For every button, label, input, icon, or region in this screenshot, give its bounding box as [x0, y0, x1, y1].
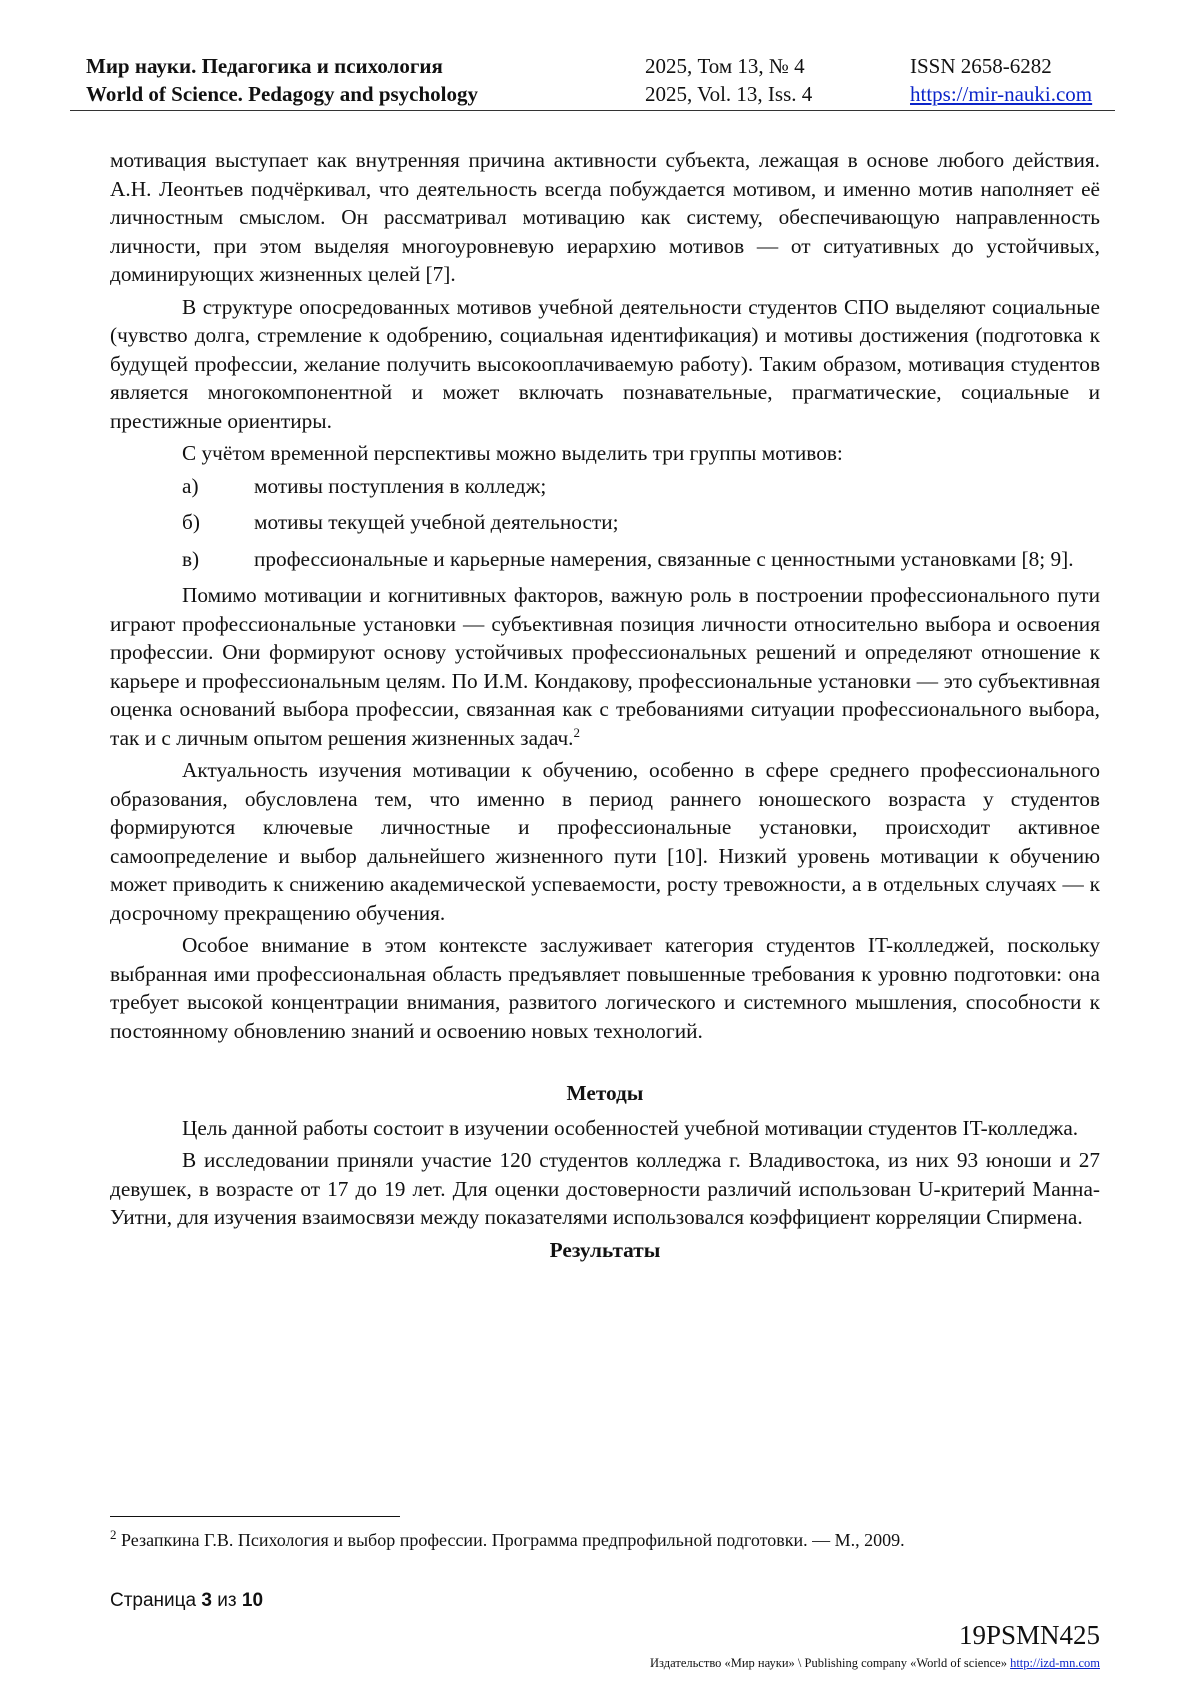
paragraph-3: С учётом временной перспективы можно выделить три группы мотивов:	[182, 441, 843, 465]
list-marker: в)	[182, 546, 200, 571]
paragraph-8: В исследовании приняли участие 120 студентов колледжа г. Владивостока, из них 93 юноши и 27 девушек, в возрасте от 17 до 19 лет. Для оценки достоверности различий использован U-критерий Манна-Уитни, для изучения взаимосвязи между показателями использовался коэффициент корреляции Спирмена.	[110, 1148, 1100, 1229]
publisher-link[interactable]: http://izd-mn.com	[1010, 1656, 1100, 1670]
list-item-text: мотивы текущей учебной деятельности;	[254, 510, 619, 534]
page-total: 10	[241, 1590, 264, 1611]
journal-title	[86, 52, 478, 108]
volume-info	[645, 52, 812, 108]
article-body	[110, 146, 1100, 1270]
paragraph-5: Актуальность изучения мотивации к обучению, особенно в сфере среднего профессионального образования, обусловлена тем, что именно в период раннего юношеского возраста у студентов формируются ключевые личностные и профессиональные установки, происходит активное самоопределение и выбор дальнейшего жизненного пути [10]. Низкий уровень мотивации к обучению может приводить к снижению академической успеваемости, росту тревожности, а в отдельных случаях — к досрочному прекращению обучения.	[110, 758, 1100, 925]
article-code: 19PSMN425	[958, 1620, 1100, 1650]
page-counter	[110, 1590, 263, 1612]
volume-en: 2025, Vol. 13, Iss. 4	[645, 82, 813, 106]
footnote	[110, 1528, 1100, 1552]
issn: ISSN 2658-6282	[910, 54, 1052, 78]
list-marker: б)	[182, 510, 200, 534]
footnote-ref[interactable]: 2	[573, 724, 581, 740]
list-item-text: профессиональные и карьерные намерения, связанные с ценностными установками [8; 9].	[254, 546, 1074, 571]
paragraph-1: мотивация выступает как внутренняя причина активности субъекта, лежащая в основе любого действия. А.Н. Леонтьев подчёркивал, что деятельность всегда побуждается мотивом, и именно мотив наполняет её личностным смыслом. Он рассматривал мотивацию как систему, обеспечивающую направленность личности, при этом выделяя многоуровневую иерархию мотивов — от ситуативных до устойчивых, доминирующих жизненных целей [7].	[110, 148, 1100, 286]
list-item	[110, 508, 1100, 537]
paragraph-2: В структуре опосредованных мотивов учебной деятельности студентов СПО выделяют социальные (чувство долга, стремление к одобрению, социальная идентификация) и мотивы достижения (подготовка к будущей профессии, желание получить высокооплачиваемую работу). Таким образом, мотивация студентов является многокомпонентной и может включать познавательные, прагматические, социальные и престижные ориентиры.	[110, 294, 1100, 433]
paragraph-4	[110, 581, 1100, 752]
journal-url-link[interactable]: https://mir-nauki.com	[910, 82, 1093, 106]
page-word: Страница	[110, 1590, 197, 1611]
footnote-divider	[110, 1516, 400, 1517]
paragraph-4-text: Помимо мотивации и когнитивных факторов, важную роль в построении профессионального пути играют профессиональные установки — субъективная позиция личности относительно выбора и освоения профессии. Они формируют основу устойчивых профессиональных решений и определяют отношение к карьере и профессиональным целям. По И.М. Кондакову, профессиональные установки — это субъективная оценка оснований выбора профессии, связанная как с требованиями ситуации профессионального выбора, так и с личным опытом решения жизненных задач.	[110, 583, 1100, 750]
paragraph-6: Особое внимание в этом контексте заслуживает категория студентов IT-колледжей, поскольку выбранная ими профессиональная область предъявляет повышенные требования к уровню подготовки: она требует высокой концентрации внимания, развитого логического и системного мышления, способности к постоянному обновлению знаний и освоению новых технологий.	[110, 933, 1100, 1043]
publisher-line	[650, 1656, 1100, 1671]
section-gap	[110, 1049, 1100, 1079]
list-item	[110, 472, 1100, 501]
list-item	[110, 545, 1100, 574]
heading-methods: Методы	[566, 1081, 644, 1105]
list-item-text: мотивы поступления в колледж;	[254, 473, 547, 498]
header-divider	[70, 110, 1115, 111]
volume-ru: 2025, Том 13, № 4	[645, 54, 805, 78]
of-word: из	[217, 1590, 237, 1611]
heading-results: Результаты	[549, 1237, 661, 1262]
publisher-name: Издательство «Мир науки» \ Publishing company «World of science»	[650, 1656, 1007, 1670]
paragraph-7: Цель данной работы состоит в изучении особенностей учебной мотивации студентов IT-колледжа.	[182, 1115, 1079, 1140]
running-header	[70, 52, 1115, 112]
footnote-number: 2	[110, 1527, 117, 1542]
page-number: 3	[201, 1590, 212, 1611]
issn-block	[910, 52, 1092, 108]
footnote-text: Резапкина Г.В. Психология и выбор профессии. Программа предпрофильной подготовки. — М., 2009.	[121, 1530, 905, 1550]
journal-title-ru: Мир науки. Педагогика и психология	[86, 54, 443, 78]
journal-title-en: World of Science. Pedagogy and psychology	[86, 82, 479, 106]
list-marker: а)	[182, 473, 199, 498]
